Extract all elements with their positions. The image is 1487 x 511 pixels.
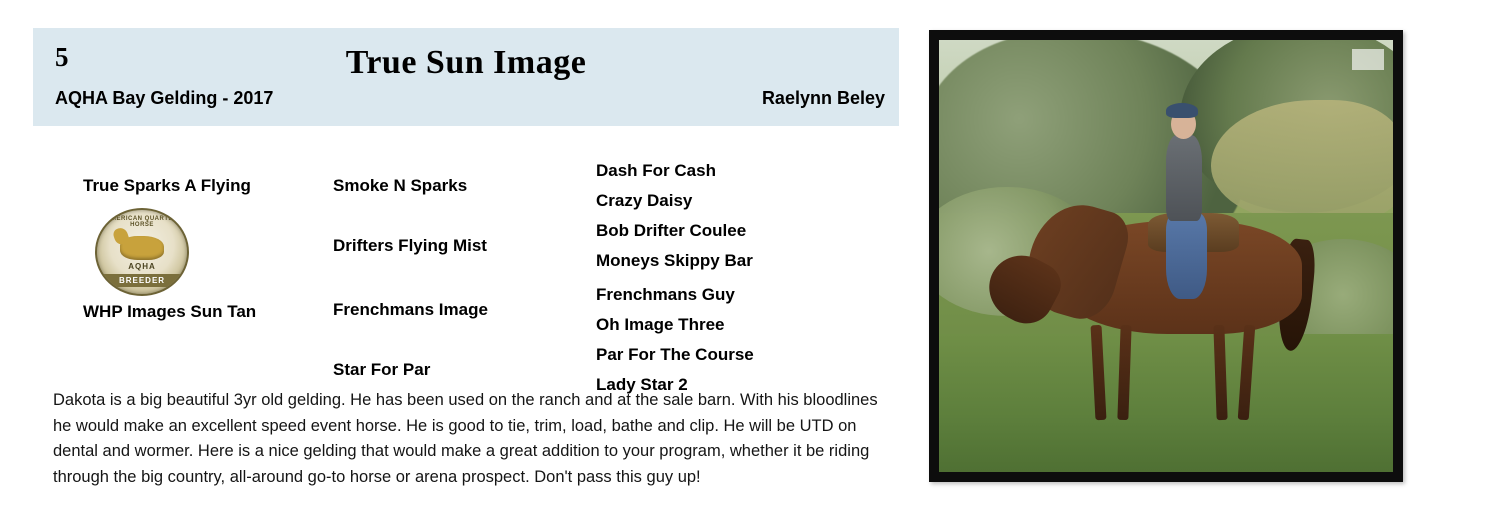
pedigree-great-grandparent: Bob Drifter Coulee: [596, 221, 747, 240]
photo-horse-leg: [1090, 325, 1106, 420]
photo-horse-leg: [1238, 325, 1256, 421]
pedigree-great-grandparent: Crazy Daisy: [596, 191, 693, 210]
pedigree-sire: True Sparks A Flying: [83, 176, 251, 195]
photo-rider-torso: [1166, 135, 1202, 221]
pedigree-great-grandparent: Par For The Course: [596, 345, 754, 364]
pedigree-generation-3: [596, 126, 886, 394]
pedigree-generation-2: [333, 126, 583, 379]
photo-rider-legs: [1166, 213, 1207, 299]
aqha-breeder-badge-icon: [95, 208, 189, 296]
pedigree-grandparent: Frenchmans Image: [333, 300, 488, 319]
pedigree-chart: [33, 126, 899, 394]
consignor-name: Raelynn Beley: [761, 88, 885, 108]
horse-photo: [939, 40, 1393, 472]
page-title: True Sun Image: [345, 44, 587, 81]
pedigree-great-grandparent: Frenchmans Guy: [596, 285, 735, 304]
pedigree-grandparent: Drifters Flying Mist: [333, 236, 487, 255]
photo-sky-highlight: [1352, 49, 1384, 71]
photo-horse-leg: [1118, 325, 1133, 420]
pedigree-great-grandparent: Lady Star 2: [596, 375, 688, 394]
badge-ribbon-text: BREEDER: [97, 274, 187, 287]
photo-horse-legs: [1089, 325, 1280, 420]
registration-line: AQHA Bay Gelding - 2017: [55, 88, 274, 108]
photo-rider-hat: [1166, 103, 1198, 118]
pedigree-great-grandparent: Dash For Cash: [596, 161, 716, 180]
badge-arc-text: AMERICAN QUARTER HORSE: [106, 216, 178, 228]
pedigree-generation-1: [53, 126, 313, 376]
pedigree-grandparent: Smoke N Sparks: [333, 176, 468, 195]
badge-horse-icon: [120, 236, 164, 260]
photo-horse-leg: [1213, 325, 1228, 420]
listing-description: Dakota is a big beautiful 3yr old gelding. He has been used on the ranch and at the sale barn. With his bloodlines he would make an excellent speed event horse. He is good to tie, trim, load, bathe and clip. He will be UTD on dental and wormer. Here is a nice gelding that would make a great addition to your program, whether it be riding through the big country, all-around go-to horse or arena prospect. Don't pass this guy up!: [53, 391, 878, 486]
pedigree-grandparent: Star For Par: [333, 360, 431, 379]
badge-association-text: AQHA: [128, 262, 156, 271]
pedigree-great-grandparent: Oh Image Three: [596, 315, 725, 334]
listing-details: [33, 28, 899, 498]
lot-number: 5: [55, 42, 69, 72]
pedigree-dam: WHP Images Sun Tan: [83, 302, 257, 321]
listing-header: [33, 28, 899, 126]
horse-photo-frame: [929, 30, 1403, 482]
pedigree-great-grandparent: Moneys Skippy Bar: [596, 251, 753, 270]
